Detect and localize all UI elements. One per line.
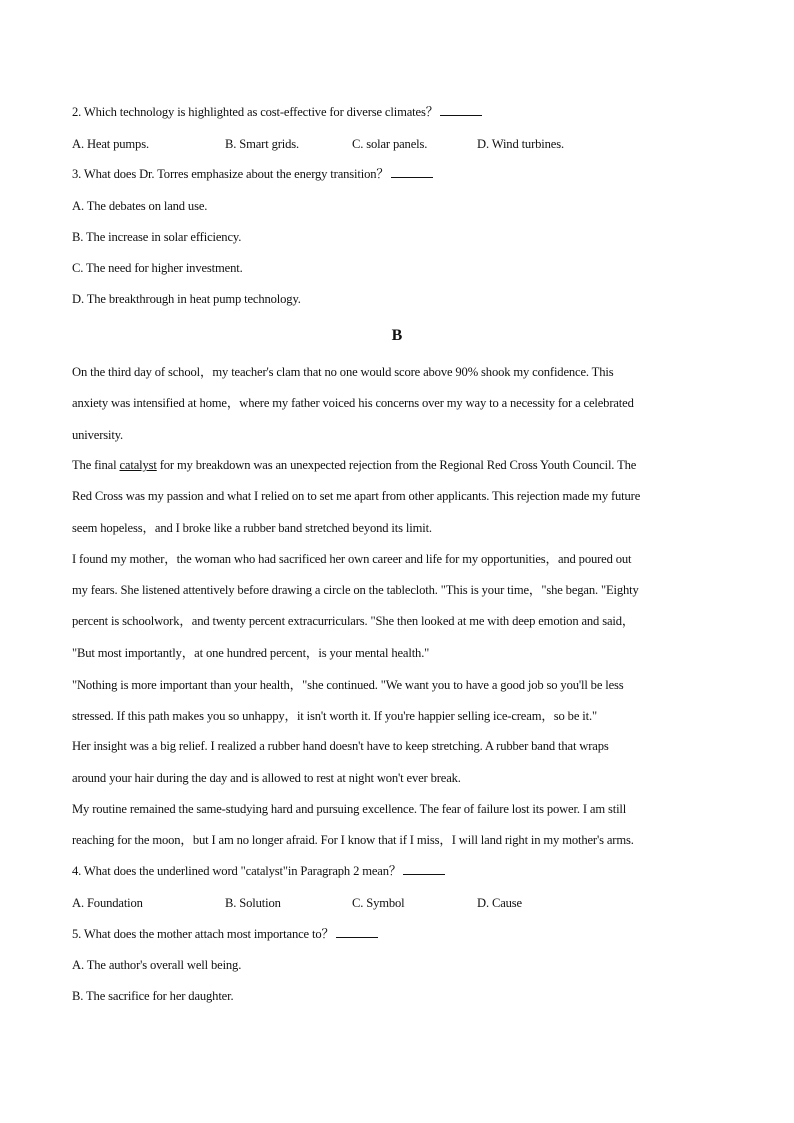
answer-blank[interactable]	[440, 104, 482, 116]
question-3-option-a[interactable]: A. The debates on land use.	[72, 199, 208, 213]
question-5-option-b[interactable]: B. The sacrifice for her daughter.	[72, 989, 234, 1003]
option-a[interactable]: A. Foundation	[72, 896, 143, 910]
passage-line: I found my mother，the woman who had sacrificed her own career and life for my opportunities，and poured out	[72, 552, 632, 566]
passage-line: "But most importantly，at one hundred percent，is your mental health."	[72, 646, 430, 660]
underlined-word-catalyst: catalyst	[119, 458, 157, 472]
question-5	[72, 926, 378, 942]
passage-line: anxiety was intensified at home，where my father voiced his concerns over my way to a necessity for a celebrated	[72, 396, 634, 410]
option-b[interactable]: B. Solution	[225, 896, 281, 910]
question-5-option-a[interactable]: A. The author's overall well being.	[72, 958, 242, 972]
question-2-stem: 2. Which technology is highlighted as cost-effective for diverse climates？	[72, 105, 439, 119]
passage-line: university.	[72, 428, 124, 442]
option-c[interactable]: C. solar panels.	[352, 137, 428, 151]
passage-line: My routine remained the same-studying hard and pursuing excellence. The fear of failure lost its power. I am still	[72, 802, 627, 816]
question-2-options	[72, 136, 564, 152]
option-c[interactable]: C. Symbol	[352, 896, 405, 910]
question-3-stem: 3. What does Dr. Torres emphasize about the energy transition？	[72, 167, 389, 181]
option-d[interactable]: D. Wind turbines.	[477, 137, 564, 151]
question-4	[72, 863, 445, 879]
answer-blank[interactable]	[336, 926, 378, 938]
passage-line: "Nothing is more important than your health，"she continued. "We want you to have a good job so you'll be less	[72, 678, 624, 692]
question-4-options	[72, 895, 522, 911]
question-3-option-b[interactable]: B. The increase in solar efficiency.	[72, 230, 242, 244]
passage-line: On the third day of school，my teacher's clam that no one would score above 90% shook my confidence. This	[72, 365, 614, 379]
question-5-stem: 5. What does the mother attach most importance to？	[72, 927, 334, 941]
question-3	[72, 166, 433, 182]
passage-text: The final	[72, 458, 120, 472]
passage-line: stressed. If this path makes you so unhappy，it isn't worth it. If you're happier selling ice-cream，so be it."	[72, 709, 597, 723]
passage-line: my fears. She listened attentively before drawing a circle on the tablecloth. "This is your time，"she began. "Eighty	[72, 583, 639, 597]
passage-line: Red Cross was my passion and what I relied on to set me apart from other applicants. This rejection made my future	[72, 489, 641, 503]
section-heading: B	[391, 327, 403, 344]
question-2	[72, 104, 482, 120]
question-4-stem: 4. What does the underlined word "catalyst"in Paragraph 2 mean？	[72, 864, 402, 878]
question-3-option-c[interactable]: C. The need for higher investment.	[72, 261, 243, 275]
passage-line: seem hopeless，and I broke like a rubber band stretched beyond its limit.	[72, 521, 432, 535]
passage-line: Her insight was a big relief. I realized a rubber hand doesn't have to keep stretching. A rubber band that wraps	[72, 739, 609, 753]
answer-blank[interactable]	[391, 166, 433, 178]
option-d[interactable]: D. Cause	[477, 896, 522, 910]
answer-blank[interactable]	[403, 863, 445, 875]
passage-text: for my breakdown was an unexpected rejection from the Regional Red Cross Youth Council. The	[156, 458, 637, 472]
passage-line: around your hair during the day and is allowed to rest at night won't ever break.	[72, 771, 461, 785]
option-b[interactable]: B. Smart grids.	[225, 137, 300, 151]
passage-line: percent is schoolwork，and twenty percent extracurriculars. "She then looked at me with deep emotion and said，	[72, 614, 635, 628]
passage-line	[72, 457, 636, 473]
option-a[interactable]: A. Heat pumps.	[72, 137, 149, 151]
passage-line: reaching for the moon，but I am no longer afraid. For I know that if I miss，I will land right in my mother's arms.	[72, 833, 634, 847]
question-3-option-d[interactable]: D. The breakthrough in heat pump technology.	[72, 292, 301, 306]
